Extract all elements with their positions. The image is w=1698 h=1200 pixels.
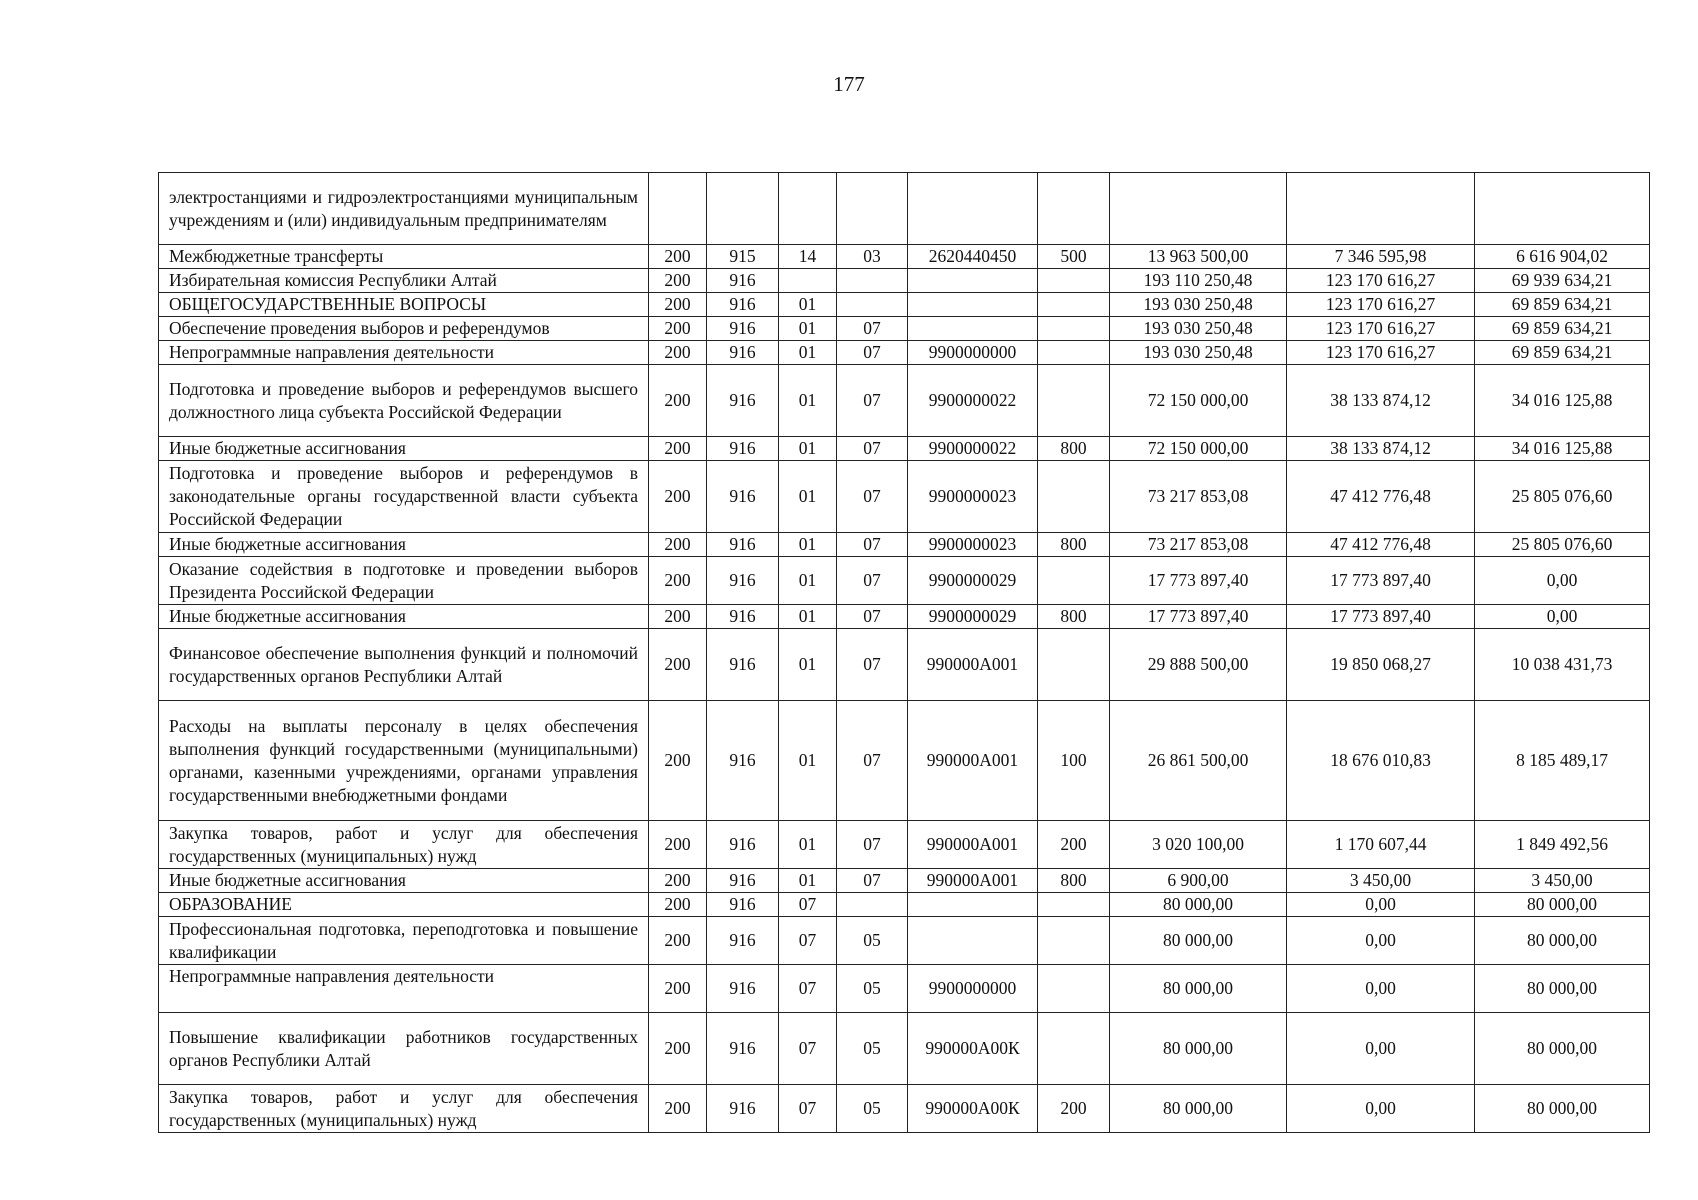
cell-pr [837, 269, 908, 293]
cell-fact: 0,00 [1287, 965, 1475, 1013]
cell-admin: 200 [649, 293, 707, 317]
cell-rest: 10 038 431,73 [1475, 629, 1650, 701]
cell-grbs: 916 [707, 293, 779, 317]
cell-admin: 200 [649, 629, 707, 701]
cell-name: Оказание содействия в подготовке и проведении выборов Президента Российской Федерации [159, 557, 649, 605]
cell-rz: 01 [779, 869, 837, 893]
cell-plan: 17 773 897,40 [1110, 605, 1287, 629]
cell-grbs: 916 [707, 821, 779, 869]
cell-fact: 7 346 595,98 [1287, 245, 1475, 269]
cell-csr: 2620440450 [908, 245, 1038, 269]
cell-fact: 1 170 607,44 [1287, 821, 1475, 869]
cell-rz: 01 [779, 437, 837, 461]
cell-name: ОБЩЕГОСУДАРСТВЕННЫЕ ВОПРОСЫ [159, 293, 649, 317]
cell-name: Непрограммные направления деятельности [159, 341, 649, 365]
cell-vr [1038, 173, 1110, 245]
cell-rest: 69 859 634,21 [1475, 341, 1650, 365]
cell-pr: 07 [837, 437, 908, 461]
cell-admin: 200 [649, 461, 707, 533]
cell-admin: 200 [649, 1085, 707, 1133]
cell-pr: 05 [837, 965, 908, 1013]
cell-grbs: 916 [707, 557, 779, 605]
cell-admin: 200 [649, 437, 707, 461]
cell-admin: 200 [649, 917, 707, 965]
cell-csr: 9900000023 [908, 533, 1038, 557]
cell-vr: 800 [1038, 437, 1110, 461]
cell-plan: 80 000,00 [1110, 917, 1287, 965]
cell-pr: 07 [837, 557, 908, 605]
cell-plan: 72 150 000,00 [1110, 437, 1287, 461]
table-row [159, 893, 1650, 917]
cell-grbs: 916 [707, 1085, 779, 1133]
cell-rz: 07 [779, 965, 837, 1013]
cell-vr [1038, 557, 1110, 605]
cell-name: Профессиональная подготовка, переподготовка и повышение квалификации [159, 917, 649, 965]
cell-rest: 80 000,00 [1475, 965, 1650, 1013]
cell-admin: 200 [649, 269, 707, 293]
cell-csr: 9900000022 [908, 437, 1038, 461]
cell-rz: 01 [779, 629, 837, 701]
table-row [159, 701, 1650, 821]
cell-plan: 193 110 250,48 [1110, 269, 1287, 293]
cell-admin: 200 [649, 341, 707, 365]
cell-grbs: 916 [707, 317, 779, 341]
cell-csr: 9900000022 [908, 365, 1038, 437]
cell-vr [1038, 317, 1110, 341]
cell-vr [1038, 269, 1110, 293]
cell-admin: 200 [649, 965, 707, 1013]
cell-fact: 0,00 [1287, 893, 1475, 917]
cell-csr: 9900000029 [908, 605, 1038, 629]
cell-rest: 80 000,00 [1475, 893, 1650, 917]
table-row [159, 1085, 1650, 1133]
cell-plan: 3 020 100,00 [1110, 821, 1287, 869]
cell-pr: 07 [837, 365, 908, 437]
cell-admin: 200 [649, 557, 707, 605]
table-row [159, 965, 1650, 1013]
table-row [159, 629, 1650, 701]
cell-csr: 990000А001 [908, 701, 1038, 821]
cell-rest: 69 939 634,21 [1475, 269, 1650, 293]
cell-grbs: 916 [707, 533, 779, 557]
cell-admin [649, 173, 707, 245]
cell-vr: 500 [1038, 245, 1110, 269]
cell-fact: 47 412 776,48 [1287, 461, 1475, 533]
cell-admin: 200 [649, 605, 707, 629]
cell-pr: 05 [837, 1085, 908, 1133]
cell-name: Иные бюджетные ассигнования [159, 437, 649, 461]
cell-fact: 0,00 [1287, 1013, 1475, 1085]
cell-csr [908, 317, 1038, 341]
cell-csr: 990000А001 [908, 869, 1038, 893]
cell-pr: 07 [837, 461, 908, 533]
cell-rest: 1 849 492,56 [1475, 821, 1650, 869]
cell-fact: 38 133 874,12 [1287, 437, 1475, 461]
cell-grbs: 916 [707, 605, 779, 629]
cell-vr [1038, 341, 1110, 365]
cell-fact: 17 773 897,40 [1287, 557, 1475, 605]
cell-vr [1038, 1013, 1110, 1085]
cell-vr: 800 [1038, 869, 1110, 893]
cell-rz: 01 [779, 605, 837, 629]
cell-plan: 80 000,00 [1110, 893, 1287, 917]
cell-csr [908, 173, 1038, 245]
table-row [159, 821, 1650, 869]
table-row [159, 437, 1650, 461]
table-row [159, 461, 1650, 533]
cell-fact: 123 170 616,27 [1287, 317, 1475, 341]
cell-grbs: 916 [707, 437, 779, 461]
cell-plan: 13 963 500,00 [1110, 245, 1287, 269]
cell-name: Подготовка и проведение выборов и референдумов высшего должностного лица субъекта Российской Федерации [159, 365, 649, 437]
cell-rest: 25 805 076,60 [1475, 533, 1650, 557]
cell-grbs: 916 [707, 365, 779, 437]
cell-csr: 9900000023 [908, 461, 1038, 533]
cell-admin: 200 [649, 365, 707, 437]
cell-admin: 200 [649, 245, 707, 269]
cell-rz [779, 173, 837, 245]
cell-vr [1038, 965, 1110, 1013]
cell-pr: 07 [837, 605, 908, 629]
cell-rz: 01 [779, 533, 837, 557]
cell-rest: 0,00 [1475, 605, 1650, 629]
cell-pr: 07 [837, 821, 908, 869]
cell-rz: 01 [779, 293, 837, 317]
cell-name: Иные бюджетные ассигнования [159, 533, 649, 557]
cell-rz: 01 [779, 701, 837, 821]
cell-csr: 9900000000 [908, 341, 1038, 365]
cell-fact: 3 450,00 [1287, 869, 1475, 893]
cell-pr: 05 [837, 1013, 908, 1085]
cell-rest: 25 805 076,60 [1475, 461, 1650, 533]
cell-csr: 990000А00К [908, 1085, 1038, 1133]
cell-plan: 29 888 500,00 [1110, 629, 1287, 701]
cell-vr: 100 [1038, 701, 1110, 821]
cell-rest: 6 616 904,02 [1475, 245, 1650, 269]
cell-plan: 80 000,00 [1110, 965, 1287, 1013]
cell-plan: 6 900,00 [1110, 869, 1287, 893]
cell-pr [837, 893, 908, 917]
cell-csr [908, 893, 1038, 917]
cell-vr [1038, 917, 1110, 965]
cell-pr: 07 [837, 341, 908, 365]
cell-fact: 0,00 [1287, 1085, 1475, 1133]
table-row [159, 245, 1650, 269]
cell-vr [1038, 629, 1110, 701]
cell-fact: 0,00 [1287, 917, 1475, 965]
cell-pr: 07 [837, 629, 908, 701]
cell-rz: 01 [779, 461, 837, 533]
table-row [159, 869, 1650, 893]
cell-rz: 07 [779, 1085, 837, 1133]
table-row [159, 557, 1650, 605]
table-row [159, 605, 1650, 629]
cell-pr: 07 [837, 869, 908, 893]
cell-name: Финансовое обеспечение выполнения функций и полномочий государственных органов Республики Алтай [159, 629, 649, 701]
cell-vr: 800 [1038, 533, 1110, 557]
cell-vr: 200 [1038, 1085, 1110, 1133]
cell-plan [1110, 173, 1287, 245]
cell-rest: 0,00 [1475, 557, 1650, 605]
table-body [159, 173, 1650, 1133]
cell-fact: 123 170 616,27 [1287, 293, 1475, 317]
cell-vr [1038, 893, 1110, 917]
table-row [159, 341, 1650, 365]
cell-grbs: 916 [707, 917, 779, 965]
cell-name: Закупка товаров, работ и услуг для обеспечения государственных (муниципальных) нужд [159, 821, 649, 869]
cell-grbs: 915 [707, 245, 779, 269]
cell-grbs: 916 [707, 965, 779, 1013]
cell-rest: 80 000,00 [1475, 917, 1650, 965]
cell-rz [779, 269, 837, 293]
cell-csr: 9900000000 [908, 965, 1038, 1013]
cell-csr [908, 293, 1038, 317]
cell-rest: 3 450,00 [1475, 869, 1650, 893]
table-row [159, 269, 1650, 293]
cell-plan: 80 000,00 [1110, 1013, 1287, 1085]
cell-grbs [707, 173, 779, 245]
cell-grbs: 916 [707, 893, 779, 917]
table-row [159, 917, 1650, 965]
cell-plan: 193 030 250,48 [1110, 293, 1287, 317]
cell-admin: 200 [649, 533, 707, 557]
cell-csr: 9900000029 [908, 557, 1038, 605]
table-row [159, 173, 1650, 245]
cell-vr [1038, 365, 1110, 437]
cell-name: Подготовка и проведение выборов и референдумов в законодательные органы государственной власти субъекта Российской Федерации [159, 461, 649, 533]
cell-rz: 07 [779, 893, 837, 917]
cell-pr: 07 [837, 701, 908, 821]
cell-rz: 01 [779, 317, 837, 341]
cell-name: электростанциями и гидроэлектростанциями муниципальным учреждениям и (или) индивидуальным предпринимателям [159, 173, 649, 245]
cell-rz: 07 [779, 917, 837, 965]
cell-admin: 200 [649, 701, 707, 821]
cell-csr [908, 269, 1038, 293]
cell-plan: 73 217 853,08 [1110, 461, 1287, 533]
cell-plan: 17 773 897,40 [1110, 557, 1287, 605]
cell-rest: 80 000,00 [1475, 1013, 1650, 1085]
cell-name: Повышение квалификации работников государственных органов Республики Алтай [159, 1013, 649, 1085]
cell-rz: 07 [779, 1013, 837, 1085]
cell-rest [1475, 173, 1650, 245]
budget-table [158, 172, 1650, 1133]
cell-pr [837, 173, 908, 245]
cell-admin: 200 [649, 821, 707, 869]
cell-plan: 26 861 500,00 [1110, 701, 1287, 821]
cell-pr: 05 [837, 917, 908, 965]
cell-rz: 01 [779, 341, 837, 365]
cell-fact [1287, 173, 1475, 245]
cell-grbs: 916 [707, 629, 779, 701]
cell-rest: 80 000,00 [1475, 1085, 1650, 1133]
cell-pr: 07 [837, 533, 908, 557]
cell-rest: 69 859 634,21 [1475, 317, 1650, 341]
cell-rest: 34 016 125,88 [1475, 437, 1650, 461]
cell-plan: 193 030 250,48 [1110, 341, 1287, 365]
cell-grbs: 916 [707, 269, 779, 293]
cell-rest: 8 185 489,17 [1475, 701, 1650, 821]
cell-plan: 72 150 000,00 [1110, 365, 1287, 437]
cell-csr: 990000А00К [908, 1013, 1038, 1085]
cell-admin: 200 [649, 893, 707, 917]
cell-plan: 73 217 853,08 [1110, 533, 1287, 557]
cell-name: Иные бюджетные ассигнования [159, 605, 649, 629]
cell-plan: 193 030 250,48 [1110, 317, 1287, 341]
cell-fact: 123 170 616,27 [1287, 269, 1475, 293]
table-row [159, 293, 1650, 317]
cell-name: Непрограммные направления деятельности [159, 965, 649, 1013]
cell-fact: 18 676 010,83 [1287, 701, 1475, 821]
cell-pr: 03 [837, 245, 908, 269]
cell-grbs: 916 [707, 701, 779, 821]
cell-fact: 17 773 897,40 [1287, 605, 1475, 629]
cell-fact: 19 850 068,27 [1287, 629, 1475, 701]
cell-csr: 990000А001 [908, 821, 1038, 869]
cell-admin: 200 [649, 317, 707, 341]
cell-rest: 34 016 125,88 [1475, 365, 1650, 437]
table-row [159, 533, 1650, 557]
cell-csr: 990000А001 [908, 629, 1038, 701]
cell-rest: 69 859 634,21 [1475, 293, 1650, 317]
cell-name: Расходы на выплаты персоналу в целях обеспечения выполнения функций государственными (муниципальными) органами, казенными учреждениями, органами управления государственными внебюджетными фондами [159, 701, 649, 821]
cell-fact: 47 412 776,48 [1287, 533, 1475, 557]
table-row [159, 317, 1650, 341]
cell-rz: 14 [779, 245, 837, 269]
cell-fact: 38 133 874,12 [1287, 365, 1475, 437]
cell-admin: 200 [649, 1013, 707, 1085]
cell-admin: 200 [649, 869, 707, 893]
cell-grbs: 916 [707, 341, 779, 365]
cell-name: Закупка товаров, работ и услуг для обеспечения государственных (муниципальных) нужд [159, 1085, 649, 1133]
cell-rz: 01 [779, 365, 837, 437]
page-number: 177 [833, 72, 865, 96]
cell-vr: 800 [1038, 605, 1110, 629]
table-row [159, 365, 1650, 437]
cell-name: Иные бюджетные ассигнования [159, 869, 649, 893]
table-row [159, 1013, 1650, 1085]
cell-name: Избирательная комиссия Республики Алтай [159, 269, 649, 293]
cell-pr: 07 [837, 317, 908, 341]
cell-rz: 01 [779, 821, 837, 869]
cell-rz: 01 [779, 557, 837, 605]
cell-name: ОБРАЗОВАНИЕ [159, 893, 649, 917]
cell-name: Обеспечение проведения выборов и референдумов [159, 317, 649, 341]
cell-vr [1038, 293, 1110, 317]
cell-vr: 200 [1038, 821, 1110, 869]
cell-vr [1038, 461, 1110, 533]
cell-grbs: 916 [707, 1013, 779, 1085]
cell-grbs: 916 [707, 461, 779, 533]
cell-pr [837, 293, 908, 317]
cell-name: Межбюджетные трансферты [159, 245, 649, 269]
cell-fact: 123 170 616,27 [1287, 341, 1475, 365]
cell-csr [908, 917, 1038, 965]
cell-plan: 80 000,00 [1110, 1085, 1287, 1133]
cell-grbs: 916 [707, 869, 779, 893]
